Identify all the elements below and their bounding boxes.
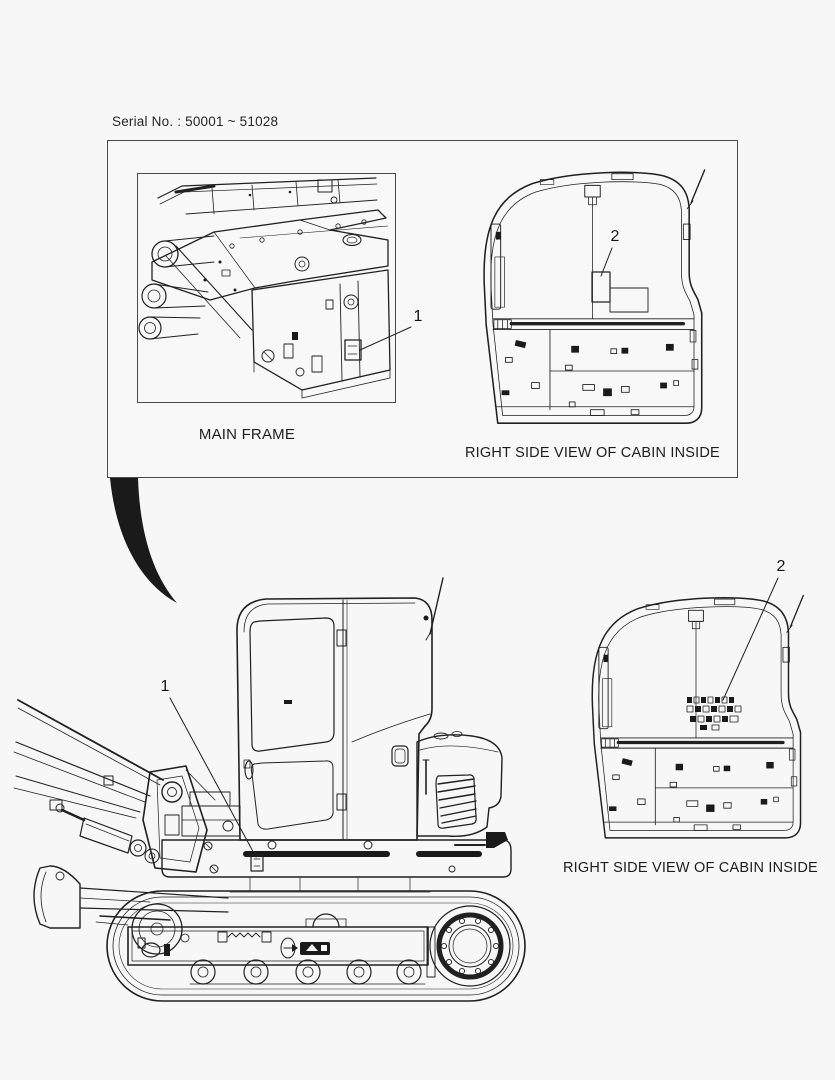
decal-target-rect xyxy=(251,855,263,871)
cabin-top-caption: RIGHT SIDE VIEW OF CABIN INSIDE xyxy=(465,445,720,461)
idler-bolts xyxy=(441,918,498,973)
callout-top-1: 1 xyxy=(413,308,423,325)
callout-top-2: 2 xyxy=(610,228,620,245)
cabin-bottom-caption: RIGHT SIDE VIEW OF CABIN INSIDE xyxy=(563,860,818,876)
main-frame-caption: MAIN FRAME xyxy=(198,426,296,443)
leader-line-bottom-2 xyxy=(723,578,778,700)
road-wheel-hubs xyxy=(190,967,425,984)
cabin-inside-top-drawing xyxy=(484,170,705,423)
leader-line-bottom-1 xyxy=(170,698,256,857)
serial-number-label: Serial No. : 50001 ~ 51028 xyxy=(112,114,279,129)
leader-line-top-1 xyxy=(360,327,411,350)
excavator-drawing xyxy=(14,578,525,1001)
cabin-inside-bottom-drawing xyxy=(592,578,803,838)
decal-cluster xyxy=(687,697,741,730)
road-wheels xyxy=(191,960,421,984)
main-frame-drawing xyxy=(139,178,411,398)
panel-pointer-tail xyxy=(110,478,177,603)
callout-bottom-1: 1 xyxy=(160,678,170,695)
callout-bottom-2: 2 xyxy=(776,558,786,575)
